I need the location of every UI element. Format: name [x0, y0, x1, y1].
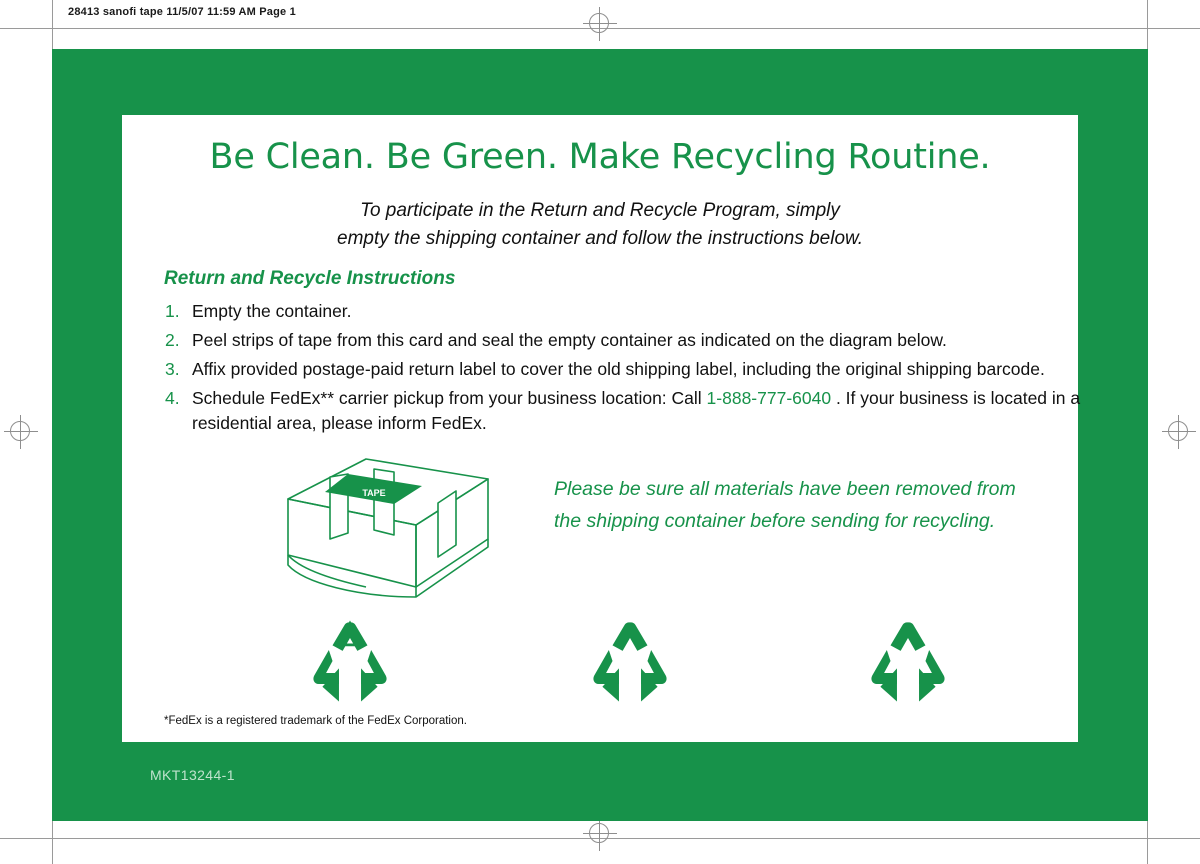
recycle-symbol-row — [122, 615, 1078, 725]
step-text-after: . If your business is located in a residential area, please inform FedEx. — [192, 388, 1081, 433]
step-number: 1. — [165, 301, 180, 321]
page-title: Be Clean. Be Green. Make Recycling Routine. — [209, 137, 991, 177]
registration-mark-bottom — [583, 817, 617, 851]
card-content-panel — [122, 115, 1081, 742]
registration-mark-left — [4, 415, 38, 449]
step-text: Peel strips of tape from this card and seal the empty container as indicated on the diagram below. — [192, 330, 947, 350]
slug-line: 28413 sanofi tape 11/5/07 11:59 AM Page 1 — [68, 6, 296, 18]
subheading-line-2: empty the shipping container and follow the instructions below. — [337, 228, 863, 249]
card-code: MKT13244-1 — [150, 767, 235, 783]
step-text: Affix provided postage-paid return label to cover the old shipping label, including the original shipping barcode. — [192, 359, 1045, 379]
footnote: *FedEx is a registered trademark of the FedEx Corporation. — [164, 715, 467, 727]
step-number: 3. — [165, 359, 180, 379]
recycle-icon — [304, 615, 396, 707]
subheading — [122, 197, 1078, 253]
instructions-title: Return and Recycle Instructions — [164, 268, 456, 289]
removal-note-line-2: the shipping container before sending for recycling. — [554, 510, 996, 532]
removal-note-line-1: Please be sure all materials have been removed from — [554, 478, 1016, 500]
list-item — [165, 386, 1092, 436]
step-number: 2. — [165, 330, 180, 350]
phone-number[interactable]: 1-888-777-6040 — [706, 388, 832, 408]
registration-mark-right — [1162, 415, 1196, 449]
step-text: Empty the container. — [192, 301, 352, 321]
list-item — [165, 328, 1092, 353]
registration-mark-top — [583, 7, 617, 41]
recycle-icon — [584, 615, 676, 707]
step-number: 4. — [165, 388, 180, 408]
box-label-text: TAPE — [362, 488, 386, 498]
list-item — [165, 299, 1092, 324]
shipping-box-illustration — [270, 447, 506, 613]
subheading-line-1: To participate in the Return and Recycle Program, simply — [360, 200, 840, 221]
instructions-list — [164, 299, 1092, 440]
recycle-icon — [862, 615, 954, 707]
removal-note — [554, 473, 1074, 537]
recycling-card — [52, 49, 1148, 821]
step-text-before: Schedule FedEx** carrier pickup from your business location: Call — [192, 388, 707, 408]
list-item — [165, 357, 1092, 382]
